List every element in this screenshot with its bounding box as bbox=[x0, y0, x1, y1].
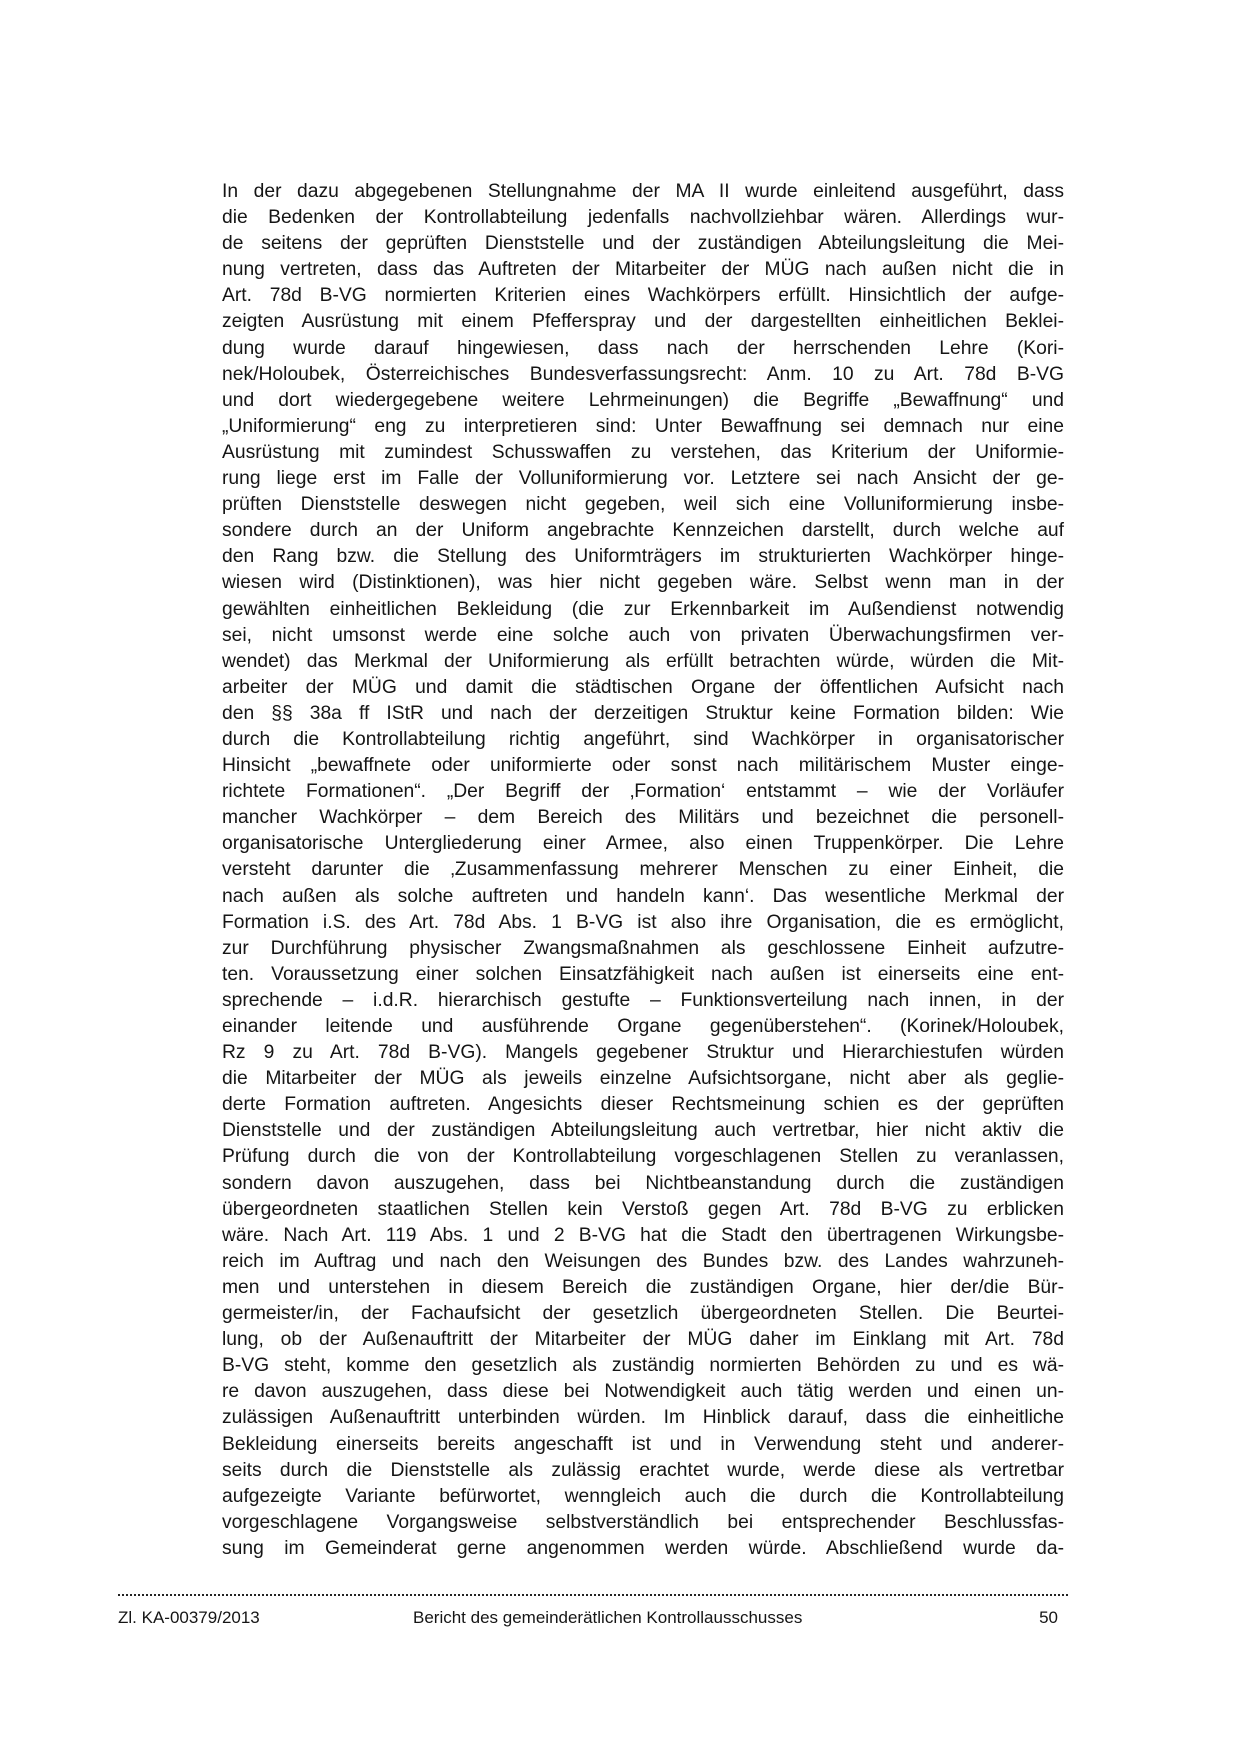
paragraph-line: germeister/in, der Fachaufsicht der gesetzlich übergeordneten Stellen. Die Beurtei- bbox=[222, 1303, 1064, 1325]
paragraph-line: prüften Dienststelle deswegen nicht gegeben, weil sich eine Volluniformierung insbe- bbox=[222, 494, 1064, 516]
paragraph-line: den Rang bzw. die Stellung des Uniformträgers im strukturierten Wachkörper hinge- bbox=[222, 546, 1064, 568]
paragraph-line: mancher Wachkörper – dem Bereich des Militärs und bezeichnet die personell- bbox=[222, 807, 1064, 829]
paragraph-line: die Bedenken der Kontrollabteilung jedenfalls nachvollziehbar wären. Allerdings wur- bbox=[222, 207, 1064, 229]
paragraph-line: gewählten einheitlichen Bekleidung (die zur Erkennbarkeit im Außendienst notwendig bbox=[222, 598, 1064, 620]
paragraph-line: Art. 78d B-VG normierten Kriterien eines Wachkörpers erfüllt. Hinsichtlich der aufge- bbox=[222, 285, 1064, 307]
paragraph-line: re davon auszugehen, dass diese bei Notwendigkeit auch tätig werden und einen un- bbox=[222, 1381, 1064, 1403]
paragraph-line: wiesen wird (Distinktionen), was hier nicht gegeben wäre. Selbst wenn man in der bbox=[222, 572, 1064, 594]
paragraph-line: Rz 9 zu Art. 78d B-VG). Mangels gegebener Struktur und Hierarchiestufen würden bbox=[222, 1042, 1064, 1064]
paragraph-line: wendet) das Merkmal der Uniformierung als erfüllt betrachten würde, würden die Mit- bbox=[222, 650, 1064, 672]
paragraph-line: Hinsicht „bewaffnete oder uniformierte oder sonst nach militärischem Muster einge- bbox=[222, 755, 1064, 777]
paragraph-line: Prüfung durch die von der Kontrollabteilung vorgeschlagenen Stellen zu veranlassen, bbox=[222, 1146, 1064, 1168]
paragraph-line: und dort wiedergegebene weitere Lehrmeinungen) die Begriffe „Bewaffnung“ und bbox=[222, 389, 1064, 411]
paragraph-line: richtete Formationen“. „Der Begriff der ‚Formation‘ entstammt – wie der Vorläufer bbox=[222, 781, 1064, 803]
paragraph-line: nach außen als solche auftreten und handeln kann‘. Das wesentliche Merkmal der bbox=[222, 885, 1064, 907]
paragraph-line: sprechende – i.d.R. hierarchisch gestufte – Funktionsverteilung nach innen, in der bbox=[222, 989, 1064, 1011]
paragraph-line: nung vertreten, dass das Auftreten der Mitarbeiter der MÜG nach außen nicht die in bbox=[222, 259, 1064, 281]
paragraph-line: dung wurde darauf hingewiesen, dass nach der herrschenden Lehre (Kori- bbox=[222, 337, 1064, 359]
paragraph-line: de seitens der geprüften Dienststelle und der zuständigen Abteilungsleitung die Mei- bbox=[222, 233, 1064, 255]
paragraph-line: nek/Holoubek, Österreichisches Bundesverfassungsrecht: Anm. 10 zu Art. 78d B-VG bbox=[222, 363, 1064, 385]
footer-dotted-divider bbox=[118, 1594, 1068, 1596]
paragraph-line: zeigten Ausrüstung mit einem Pfefferspray und der dargestellten einheitlichen Beklei- bbox=[222, 311, 1064, 333]
paragraph-line: reich im Auftrag und nach den Weisungen des Bundes bzw. des Landes wahrzuneh- bbox=[222, 1250, 1064, 1272]
paragraph-line: „Uniformierung“ eng zu interpretieren sind: Unter Bewaffnung sei demnach nur eine bbox=[222, 415, 1064, 437]
paragraph-line: durch die Kontrollabteilung richtig angeführt, sind Wachkörper in organisatorischer bbox=[222, 728, 1064, 750]
paragraph-line: die Mitarbeiter der MÜG als jeweils einzelne Aufsichtsorgane, nicht aber als geglie- bbox=[222, 1068, 1064, 1090]
page-footer bbox=[118, 1606, 1068, 1630]
paragraph-line: seits durch die Dienststelle als zulässig erachtet wurde, werde diese als vertretbar bbox=[222, 1459, 1064, 1481]
paragraph-line: aufgezeigte Variante befürwortet, wenngleich auch die durch die Kontrollabteilung bbox=[222, 1485, 1064, 1507]
paragraph-line: In der dazu abgegebenen Stellungnahme der MA II wurde einleitend ausgeführt, dass bbox=[222, 181, 1064, 202]
paragraph-line: versteht darunter die ‚Zusammenfassung mehrerer Menschen zu einer Einheit, die bbox=[222, 859, 1064, 881]
paragraph-line: ten. Voraussetzung einer solchen Einsatzfähigkeit nach außen ist einerseits eine ent- bbox=[222, 963, 1064, 985]
paragraph-line: arbeiter der MÜG und damit die städtischen Organe der öffentlichen Aufsicht nach bbox=[222, 676, 1064, 698]
page-number: 50 bbox=[1039, 1608, 1058, 1627]
paragraph-line: derte Formation auftreten. Angesichts dieser Rechtsmeinung schien es der geprüften bbox=[222, 1094, 1064, 1116]
paragraph-line: sei, nicht umsonst werde eine solche auch von privaten Überwachungsfirmen ver- bbox=[222, 624, 1064, 646]
paragraph-line: zur Durchführung physischer Zwangsmaßnahmen als geschlossene Einheit aufzutre- bbox=[222, 937, 1064, 959]
paragraph-line: zulässigen Außenauftritt unterbinden würden. Im Hinblick darauf, dass die einheitliche bbox=[222, 1407, 1064, 1429]
paragraph-line: Bekleidung einerseits bereits angeschafft ist und in Verwendung steht und anderer- bbox=[222, 1433, 1064, 1455]
paragraph-line: wäre. Nach Art. 119 Abs. 1 und 2 B-VG hat die Stadt den übertragenen Wirkungsbe- bbox=[222, 1224, 1064, 1246]
paragraph-line: Ausrüstung mit zumindest Schusswaffen zu verstehen, das Kriterium der Uniformie- bbox=[222, 441, 1064, 463]
paragraph-line: einander leitende und ausführende Organe gegenüberstehen“. (Korinek/Holoubek, bbox=[222, 1016, 1064, 1037]
paragraph-line: den §§ 38a ff IStR und nach der derzeitigen Struktur keine Formation bilden: Wie bbox=[222, 702, 1064, 724]
paragraph-line: sung im Gemeinderat gerne angenommen werden würde. Abschließend wurde da- bbox=[222, 1537, 1064, 1559]
paragraph-line: sondere durch an der Uniform angebrachte Kennzeichen darstellt, durch welche auf bbox=[222, 520, 1064, 542]
paragraph-line: lung, ob der Außenauftritt der Mitarbeiter der MÜG daher im Einklang mit Art. 78d bbox=[222, 1329, 1064, 1351]
paragraph-line: übergeordneten staatlichen Stellen kein Verstoß gegen Art. 78d B-VG zu erblicken bbox=[222, 1198, 1064, 1220]
document-reference: Zl. KA-00379/2013 bbox=[118, 1608, 260, 1627]
report-body-paragraph bbox=[222, 179, 1064, 1562]
paragraph-line: vorgeschlagene Vorgangsweise selbstverständlich bei entsprechender Beschlussfas- bbox=[222, 1511, 1064, 1533]
paragraph-line: Dienststelle und der zuständigen Abteilungsleitung auch vertretbar, hier nicht aktiv die bbox=[222, 1120, 1064, 1142]
paragraph-line: rung liege erst im Falle der Volluniformierung vor. Letztere sei nach Ansicht der ge- bbox=[222, 468, 1064, 490]
report-title: Bericht des gemeinderätlichen Kontrollausschusses bbox=[413, 1608, 803, 1627]
paragraph-line: men und unterstehen in diesem Bereich die zuständigen Organe, hier der/die Bür- bbox=[222, 1276, 1064, 1298]
paragraph-line: organisatorische Untergliederung einer Armee, also einen Truppenkörper. Die Lehre bbox=[222, 833, 1064, 855]
paragraph-line: B-VG steht, komme den gesetzlich als zuständig normierten Behörden zu und es wä- bbox=[222, 1355, 1064, 1377]
paragraph-line: sondern davon auszugehen, dass bei Nichtbeanstandung durch die zuständigen bbox=[222, 1172, 1064, 1194]
paragraph-line: Formation i.S. des Art. 78d Abs. 1 B-VG ist also ihre Organisation, die es ermöglicht, bbox=[222, 911, 1064, 933]
